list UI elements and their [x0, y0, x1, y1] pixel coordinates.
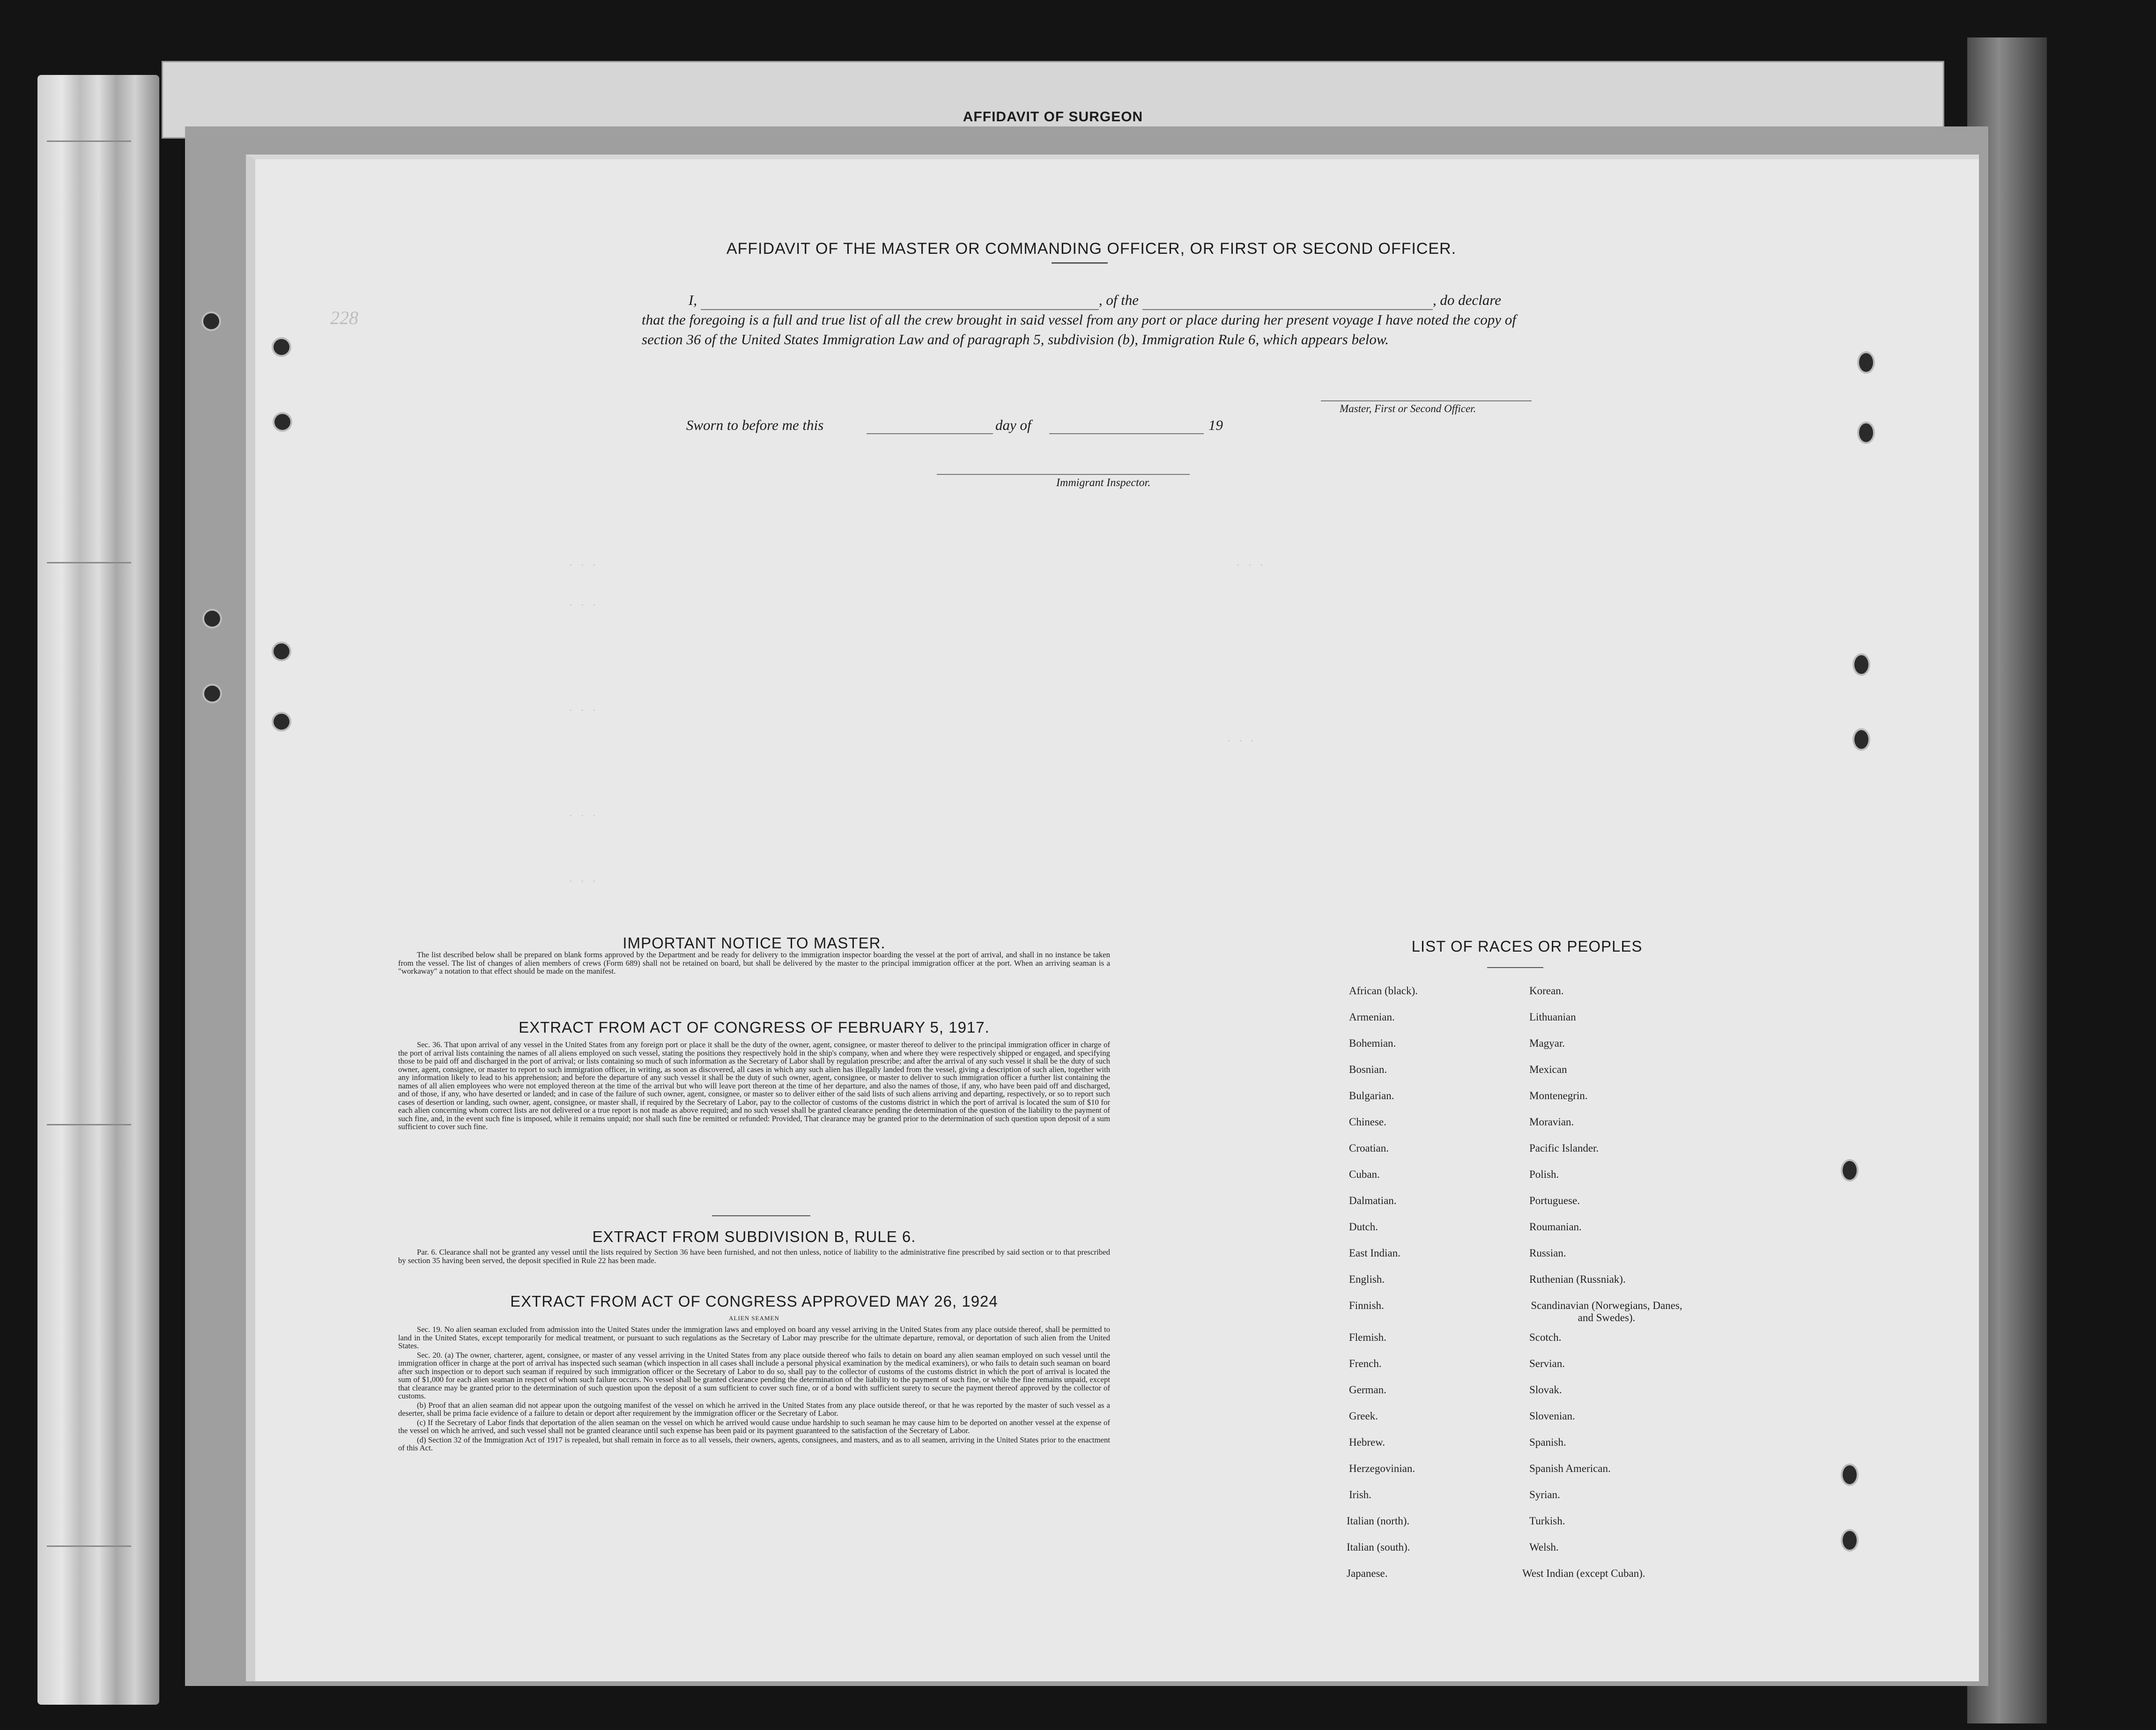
notice-paragraph: The list described below shall be prepared on blank forms approved by the Department and be ready for delivery to the immigration inspector boarding the vessel at the port of arrival, and shall in no instance be taken from the vessel. The list of changes of alien members of crews (Form 689) shall not be retained on board, but shall be delivered by the master to the principal immigration officer at the port. When an arriving seaman is a "workaway" a notation to that effect should be made on the manifest. [398, 950, 1110, 976]
binder-divider [47, 1545, 131, 1547]
binder-divider [47, 562, 131, 563]
master-signature-line[interactable] [1321, 400, 1532, 401]
binder-divider [47, 140, 131, 142]
name-field[interactable] [701, 309, 1099, 310]
race-right-item: Spanish. [1529, 1436, 1566, 1448]
punch-hole [202, 684, 222, 703]
punch-hole [272, 337, 291, 357]
race-left-item: Bulgarian. [1349, 1090, 1394, 1102]
race-right-item: Scotch. [1529, 1331, 1562, 1343]
title-rule [1052, 262, 1108, 264]
races-rule [1487, 967, 1543, 968]
races-title: LIST OF RACES OR PEOPLES [1411, 938, 1643, 955]
extract-rule6-text [398, 1248, 1110, 1265]
bleed-through-dots: . . . [569, 806, 599, 819]
punch-hole [1852, 728, 1870, 751]
bleed-through-dots: . . . [569, 595, 599, 608]
race-left-item: Bohemian. [1349, 1037, 1396, 1049]
extract-1924-paragraph: (d) Section 32 of the Immigration Act of 1917 is repealed, but shall remain in force as to all vessels, their owners, agents, consignees, and masters, and as to all seamen, arriving in the United States prior to the enactment of this Act. [398, 1435, 1110, 1452]
sworn-text-1: Sworn to before me this [686, 417, 824, 433]
race-right-item: Korean. [1529, 985, 1564, 997]
race-left-item: Armenian. [1349, 1011, 1395, 1023]
race-right-item: Russian. [1529, 1247, 1566, 1259]
binder-edge [37, 75, 159, 1705]
punch-hole [1852, 653, 1870, 676]
extract-1917-paragraph: Sec. 36. That upon arrival of any vessel in the United States from any foreign port or place it shall be the duty of the owner, agent, consignee, or master thereof to deliver to the principal immigration officer in charge of the port of arrival lists containing the names of all aliens employed on such vessel, stating the positions they respectively hold in the ship's company, when and where they were respectively shipped or engaged, and specifying those to be paid off and discharged in the port of arrival; or lists containing so much of such information as the Secretary of Labor shall by regulation prescribe; and after the arrival of any such vessel it shall be the duty of such owner, agent, consignee, or master to report to such immigration officer, in writing, as soon as discovered, all cases in which any such alien has illegally landed from the vessel, giving a description of such alien, together with any information likely to lead to his apprehension; and before the departure of any such vessel it shall be the duty of such owner, agent, consignee, or master to deliver to such immigration officer a further list containing the names of all alien employees who were not employed thereon at the time of the arrival but who will leave port thereon at the time of her departure, and also the names of those, if any, who have been paid off and discharged, and of those, if any, who have deserted or landed; and in case of the failure of such owner, agent, consignee, or master so to deliver either of the said lists of such aliens arriving and departing, respectively, or so to report such cases of desertion or landing, such owner, agent, consignee, or master shall, if required by the Secretary of Labor, pay to the collector of customs of the customs district in which the port of arrival is located the sum of $10 for each alien concerning whom correct lists are not delivered or a true report is not made as above required; and no such vessel shall be granted clearance pending the determination of the question of the liability to the payment of such fine, and, in the event such fine is imposed, while it remains unpaid; nor shall such fine be remitted or refunded: Provided, That clearance may be granted prior to the determination of such question upon deposit of a sum sufficient to cover such fine. [398, 1040, 1110, 1131]
race-left-item: Croatian. [1349, 1142, 1389, 1154]
race-left-item: Finnish. [1349, 1300, 1384, 1311]
affidavit-text-of-the: , of the [1098, 292, 1139, 308]
extract-1924-text [398, 1325, 1110, 1453]
bleed-through-dots: . . . [569, 555, 599, 569]
page-number-stamp: 228 [330, 307, 358, 328]
punch-hole [1841, 1159, 1859, 1182]
race-left-item: Italian (north). [1347, 1515, 1410, 1527]
race-left-item: Herzegovinian. [1349, 1463, 1415, 1474]
extract-1917-text [398, 1041, 1110, 1132]
inspector-signature-line[interactable] [937, 474, 1190, 475]
race-right-item: Roumanian. [1529, 1221, 1582, 1233]
race-left-item: French. [1349, 1358, 1382, 1369]
race-left-item: Dalmatian. [1349, 1195, 1397, 1206]
bleed-through-dots: . . . [569, 700, 599, 714]
race-left-item: Cuban. [1349, 1168, 1380, 1180]
race-left-item: Greek. [1349, 1410, 1378, 1422]
affidavit-text-declare: , do declare [1432, 292, 1501, 308]
race-right-item: West Indian (except Cuban). [1522, 1567, 1645, 1579]
race-right-item: Scandinavian (Norwegians, Danes, and Swedes). [1531, 1300, 1682, 1323]
sworn-text-3: 19 [1208, 417, 1223, 433]
master-label: Master, First or Second Officer. [1340, 403, 1476, 414]
race-left-item: English. [1349, 1273, 1385, 1285]
race-left-item: Bosnian. [1349, 1064, 1387, 1075]
vessel-field[interactable] [1142, 309, 1433, 310]
race-right-item: Moravian. [1529, 1116, 1574, 1128]
extract-1924-title: EXTRACT FROM ACT OF CONGRESS APPROVED MAY 26, 1924 [510, 1293, 998, 1310]
affidavit-declaration-text: that the foregoing is a full and true list of all the crew brought in said vessel from any port or place during her present voyage I have noted the copy of section 36 of the United States Immigration Law and of paragraph 5, subdivision (b), Immigration Rule 6, which appears below. [642, 311, 1516, 347]
extract-1924-paragraph: Sec. 20. (a) The owner, charterer, agent, consignee, or master of any vessel arriving in the United States from any place outside thereof who fails to detain on board any alien seaman employed on such vessel until the immigration officer in charge at the port of arrival has inspected such seaman (which inspection in all cases shall include a personal physical examination by the medical examiners), or who fails to detain such seaman on board after such inspection or to deport such seaman if required by such immigration officer or the Secretary of Labor to do so, shall pay to the collector of customs of the customs district in which the port of arrival is located the sum of $1,000 for each alien seaman in respect of whom such failure occurs. No vessel shall be granted clearance pending the determination of the liability to the payment of such fine, or while the fine remains unpaid, except that clearance may be granted prior to the determination of such question upon the deposit of a sum sufficient to cover such fine, or of a bond with sufficient surety to secure the payment thereof approved by the collector of customs. [398, 1350, 1110, 1400]
inspector-label: Immigrant Inspector. [1056, 477, 1151, 489]
notice-text [398, 951, 1110, 976]
punch-hole [202, 609, 222, 628]
punch-hole [1841, 1529, 1859, 1552]
notice-title: IMPORTANT NOTICE TO MASTER. [622, 934, 886, 952]
race-right-item: Pacific Islander. [1529, 1142, 1599, 1154]
extract-rule6-title: EXTRACT FROM SUBDIVISION B, RULE 6. [592, 1228, 916, 1245]
affidavit-text-i: I, [689, 292, 697, 308]
sworn-text-2: day of [995, 417, 1031, 433]
race-right-item: Turkish. [1529, 1515, 1565, 1527]
race-left-item: Flemish. [1349, 1331, 1386, 1343]
race-right-item: Slovenian. [1529, 1410, 1575, 1422]
punch-hole [1857, 421, 1875, 444]
affidavit-body [642, 290, 1546, 349]
race-right-item: Lithuanian [1529, 1011, 1576, 1023]
punch-hole [1841, 1464, 1859, 1486]
race-left-item: Irish. [1349, 1489, 1371, 1501]
race-left-item: German. [1349, 1384, 1386, 1396]
race-left-item: Dutch. [1349, 1221, 1378, 1233]
binder-divider [47, 1124, 131, 1125]
sworn-day-field[interactable] [867, 433, 993, 434]
extract-1917-title: EXTRACT FROM ACT OF CONGRESS OF FEBRUARY 5, 1917. [519, 1019, 990, 1036]
back-sheet-title: AFFIDAVIT OF SURGEON [963, 109, 1143, 125]
race-right-item: Syrian. [1529, 1489, 1560, 1501]
race-right-item: Welsh. [1529, 1541, 1559, 1553]
race-right-item: Portuguese. [1529, 1195, 1580, 1206]
punch-hole [272, 712, 291, 732]
race-right-item: Ruthenian (Russniak). [1529, 1273, 1626, 1285]
race-left-item: African (black). [1349, 985, 1418, 997]
race-right-item: Slovak. [1529, 1384, 1562, 1396]
affidavit-title: AFFIDAVIT OF THE MASTER OR COMMANDING OFFICER, OR FIRST OR SECOND OFFICER. [726, 240, 1457, 258]
race-left-item: Italian (south). [1347, 1541, 1410, 1553]
extract-1924-paragraph: Sec. 19. No alien seaman excluded from admission into the United States under the immigration laws and employed on board any vessel arriving in the United States from any place outside thereof, shall be permitted to land in the United States, except temporarily for medical treatment, or pursuant to such regulations as the Secretary of Labor may prescribe for the ultimate departure, removal, or deportation of such alien from the United States. [398, 1325, 1110, 1350]
race-right-item: Mexican [1529, 1064, 1567, 1075]
sworn-month-field[interactable] [1049, 433, 1204, 434]
extract-1924-subtitle: ALIEN SEAMEN [729, 1315, 779, 1322]
race-right-item: Magyar. [1529, 1037, 1565, 1049]
punch-hole [272, 642, 291, 661]
race-left-item: Chinese. [1349, 1116, 1386, 1128]
extract-rule6-paragraph: Par. 6. Clearance shall not be granted any vessel until the lists required by Section 36 have been furnished, and not then unless, notice of liability to the administrative fine prescribed by said section or to that prescribed by section 35 having been served, the deposit specified in Rule 22 has been made. [398, 1248, 1110, 1265]
bleed-through-dots: . . . [1227, 731, 1257, 744]
punch-hole [273, 412, 292, 432]
race-right-item: Spanish American. [1529, 1463, 1611, 1474]
punch-hole [201, 311, 221, 331]
extract-1924-paragraph: (b) Proof that an alien seaman did not appear upon the outgoing manifest of the vessel on which he arrived in the United States from any place outside thereof, or that he was reported by the master of such vessel as a deserter, shall be prima facie evidence of a failure to detain or deport after requirement by the immigration officer or the Secretary of Labor. [398, 1400, 1110, 1418]
extract-1924-paragraph: (c) If the Secretary of Labor finds that deportation of the alien seaman on the vessel on which he arrived would cause undue hardship to such seaman he may cause him to be deported on another vessel at the expense of the vessel on which he arrived, and such vessel shall not be granted clearance until such expense has been paid or its payment guaranteed to the satisfaction of the Secretary of Labor. [398, 1418, 1110, 1435]
bleed-through-dots: . . . [569, 871, 599, 885]
section-rule [712, 1215, 810, 1216]
race-right-item: Montenegrin. [1529, 1090, 1588, 1102]
race-left-item: Hebrew. [1349, 1436, 1385, 1448]
race-left-item: Japanese. [1347, 1567, 1388, 1579]
race-left-item: East Indian. [1349, 1247, 1400, 1259]
punch-hole [1857, 351, 1875, 374]
race-right-item: Polish. [1529, 1168, 1559, 1180]
bleed-through-dots: . . . [1237, 555, 1266, 569]
race-right-item: Servian. [1529, 1358, 1565, 1369]
